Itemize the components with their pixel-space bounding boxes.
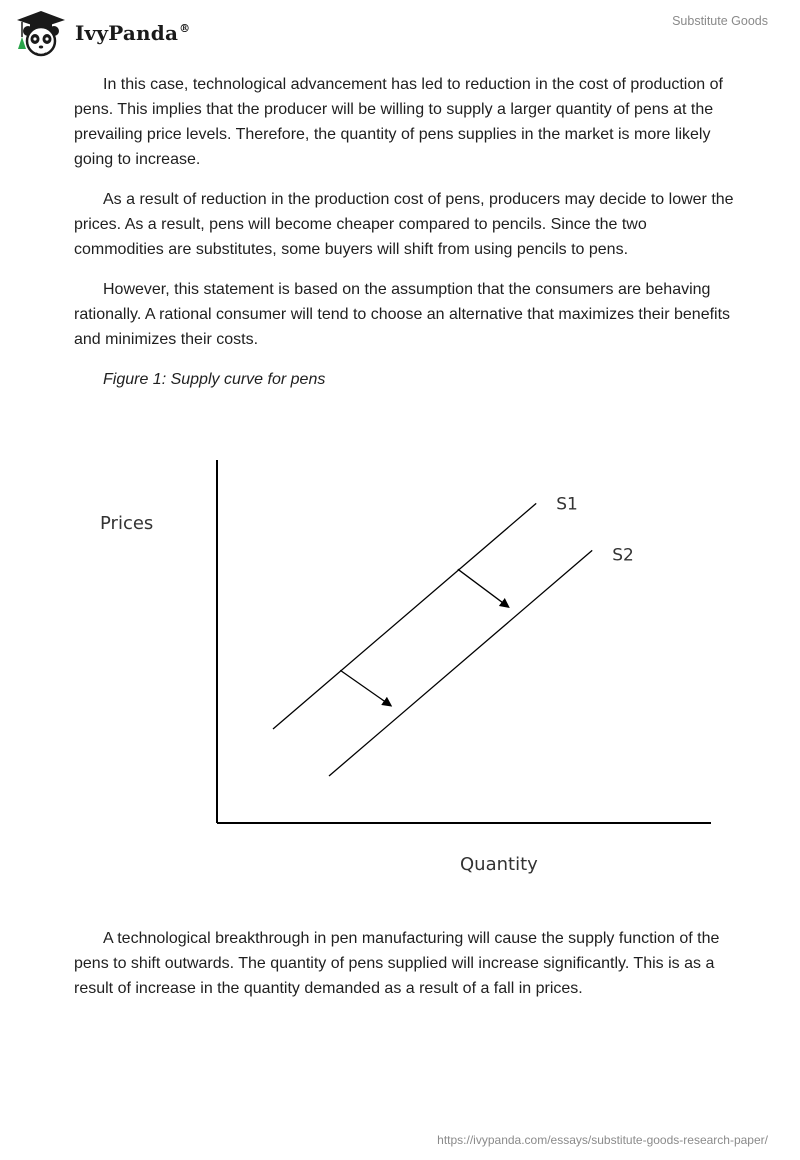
paragraph-4: A technological breakthrough in pen manufacturing will cause the supply function of the pens to shift outwards. The quantity of pens supplied will increase significantly. This is as a result of increase in the quantity demanded as a result of a fall in prices. — [74, 930, 720, 997]
logo-wordmark: IvyPanda® — [75, 21, 191, 45]
x-axis-label: Quantity — [460, 854, 538, 875]
supply-curve-diagram — [94, 455, 714, 885]
paragraph-3: However, this statement is based on the assumption that the consumers are behaving rationally. A rational consumer will tend to choose an alternative that maximizes their benefits and minimizes their costs. — [74, 281, 731, 348]
registered-mark: ® — [179, 22, 191, 36]
source-url[interactable]: https://ivypanda.com/essays/substitute-goods-research-paper/ — [437, 1133, 768, 1147]
shift-arrow-lower — [340, 670, 390, 705]
page-header — [0, 0, 800, 70]
running-title: Substitute Goods — [672, 14, 768, 28]
curve-label-s1: S1 — [556, 494, 578, 515]
closing-section — [74, 926, 734, 1016]
supply-curve-s1 — [273, 503, 536, 729]
supply-curve-s2 — [329, 550, 592, 776]
figure-caption: Figure 1: Supply curve for pens — [103, 371, 326, 388]
supply-curve-figure — [94, 455, 714, 885]
shift-arrow-upper — [458, 569, 508, 607]
paragraph-1: In this case, technological advancement has led to reduction in the cost of production of pens. This implies that the producer will be willing to supply a larger quantity of pens at the prevailing price levels. Therefore, the quantity of pens supplies in the market is more likely going to increase. — [74, 76, 723, 168]
panda-graduate-icon — [14, 9, 68, 59]
essay-body — [74, 72, 734, 392]
y-axis-label: Prices — [100, 513, 154, 534]
ivypanda-logo[interactable] — [14, 9, 190, 59]
curve-label-s2: S2 — [612, 545, 634, 566]
paragraph-2: As a result of reduction in the production cost of pens, producers may decide to lower the prices. As a result, pens will become cheaper compared to pencils. Since the two commodities are substitutes, some buyers will shift from using pencils to pens. — [74, 191, 734, 258]
